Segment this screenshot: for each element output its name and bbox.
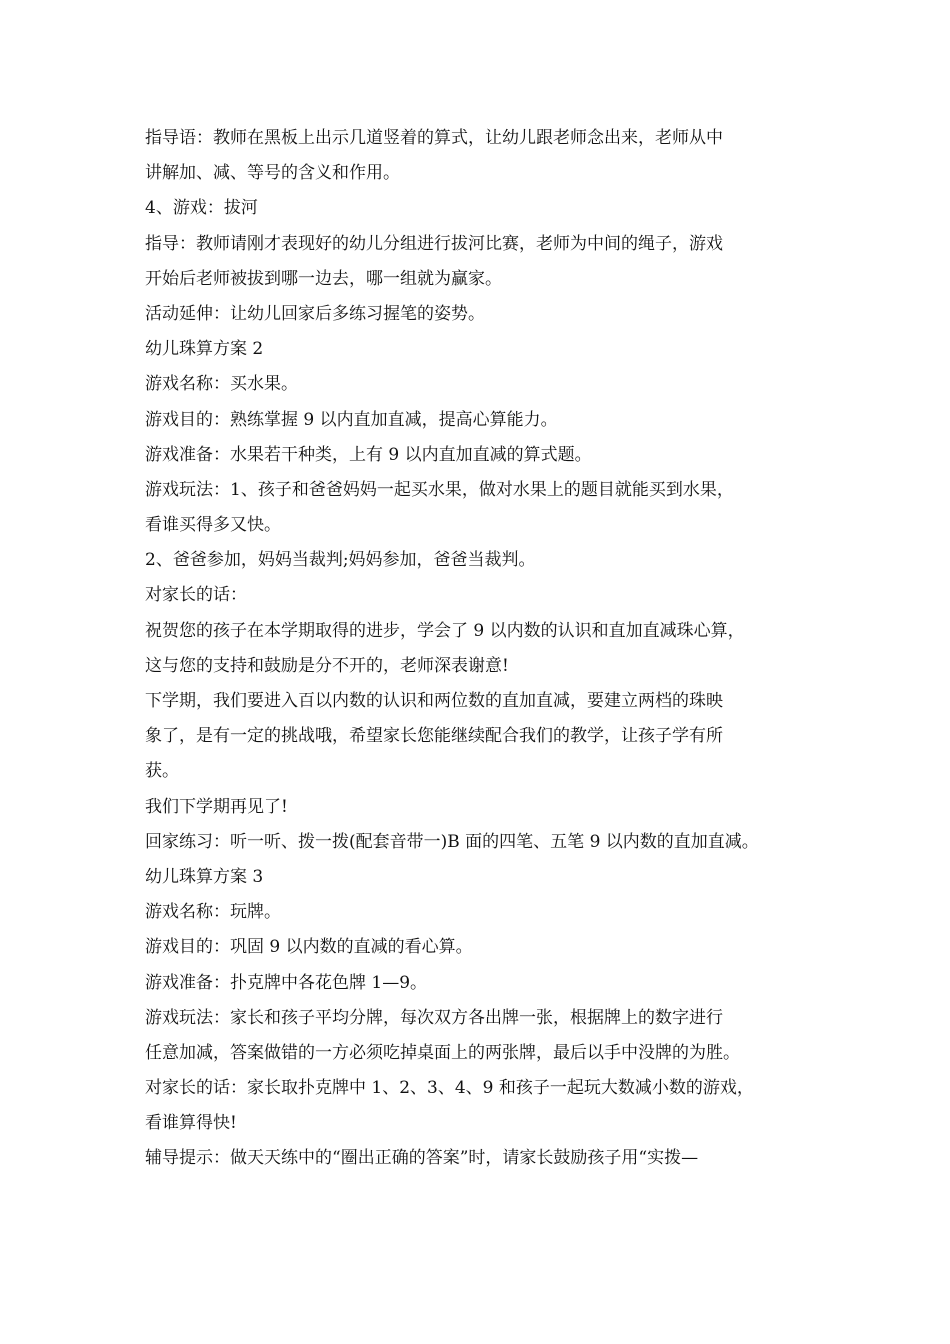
- text-line: 看谁算得快!: [145, 1113, 237, 1134]
- document-body: [145, 121, 820, 1177]
- text-line: 对家长的话：: [145, 585, 247, 606]
- text-line: 游戏目的：巩固 9 以内数的直减的看心算。: [145, 937, 473, 958]
- text-line: 讲解加、减、等号的含义和作用。: [145, 163, 400, 184]
- text-line: 我们下学期再见了!: [145, 796, 288, 817]
- text-line: 游戏玩法：1、孩子和爸爸妈妈一起买水果，做对水果上的题目就能买到水果，: [145, 479, 734, 500]
- text-line: 下学期，我们要进入百以内数的认识和两位数的直加直减，要建立两档的珠映: [145, 691, 723, 711]
- text-line: 祝贺您的孩子在本学期取得的进步，学会了 9 以内数的认识和直加直减珠心算，: [145, 620, 745, 641]
- text-line: 象了，是有一定的挑战哦，希望家长您能继续配合我们的教学，让孩子学有所: [145, 726, 723, 747]
- text-line: 游戏玩法：家长和孩子平均分牌，每次双方各出牌一张，根据牌上的数字进行: [145, 1007, 723, 1028]
- text-line: 任意加减，答案做错的一方必须吃掉桌面上的两张牌，最后以手中没牌的为胜。: [145, 1042, 740, 1063]
- section-heading: 幼儿珠算方案 3: [145, 866, 264, 887]
- text-line: 游戏名称：玩牌。: [145, 902, 281, 923]
- text-line: 看谁买得多又快。: [145, 515, 281, 536]
- text-line: 对家长的话：家长取扑克牌中 1、2、3、4、9 和孩子一起玩大数减小数的游戏，: [145, 1078, 754, 1099]
- text-line: 2、爸爸参加，妈妈当裁判;妈妈参加，爸爸当裁判。: [145, 550, 536, 571]
- text-line: 开始后老师被拔到哪一边去，哪一组就为赢家。: [145, 268, 502, 289]
- text-line: 指导：教师请刚才表现好的幼儿分组进行拔河比赛，老师为中间的绳子，游戏: [145, 233, 723, 254]
- text-line: 游戏名称：买水果。: [145, 374, 298, 395]
- section-heading: 幼儿珠算方案 2: [145, 339, 264, 360]
- text-line: 指导语：教师在黑板上出示几道竖着的算式，让幼儿跟老师念出来，老师从中: [145, 128, 723, 148]
- text-line: 游戏准备：水果若干种类，上有 9 以内直加直减的算式题。: [145, 444, 592, 465]
- text-line: 游戏准备：扑克牌中各花色牌 1—9。: [145, 972, 428, 993]
- text-line: 获。: [145, 761, 179, 782]
- text-line: 游戏目的：熟练掌握 9 以内直加直减，提高心算能力。: [145, 409, 558, 430]
- text-line: 活动延伸：让幼儿回家后多练习握笔的姿势。: [145, 303, 485, 324]
- text-line: 这与您的支持和鼓励是分不开的，老师深表谢意!: [145, 655, 509, 676]
- text-line: 回家练习：听一听、拨一拨(配套音带一)B 面的四笔、五笔 9 以内数的直加直减。: [145, 831, 759, 852]
- text-line: 辅导提示：做天天练中的“圈出正确的答案”时，请家长鼓励孩子用“实拨—: [145, 1148, 699, 1169]
- text-line: 4、游戏：拔河: [145, 198, 258, 219]
